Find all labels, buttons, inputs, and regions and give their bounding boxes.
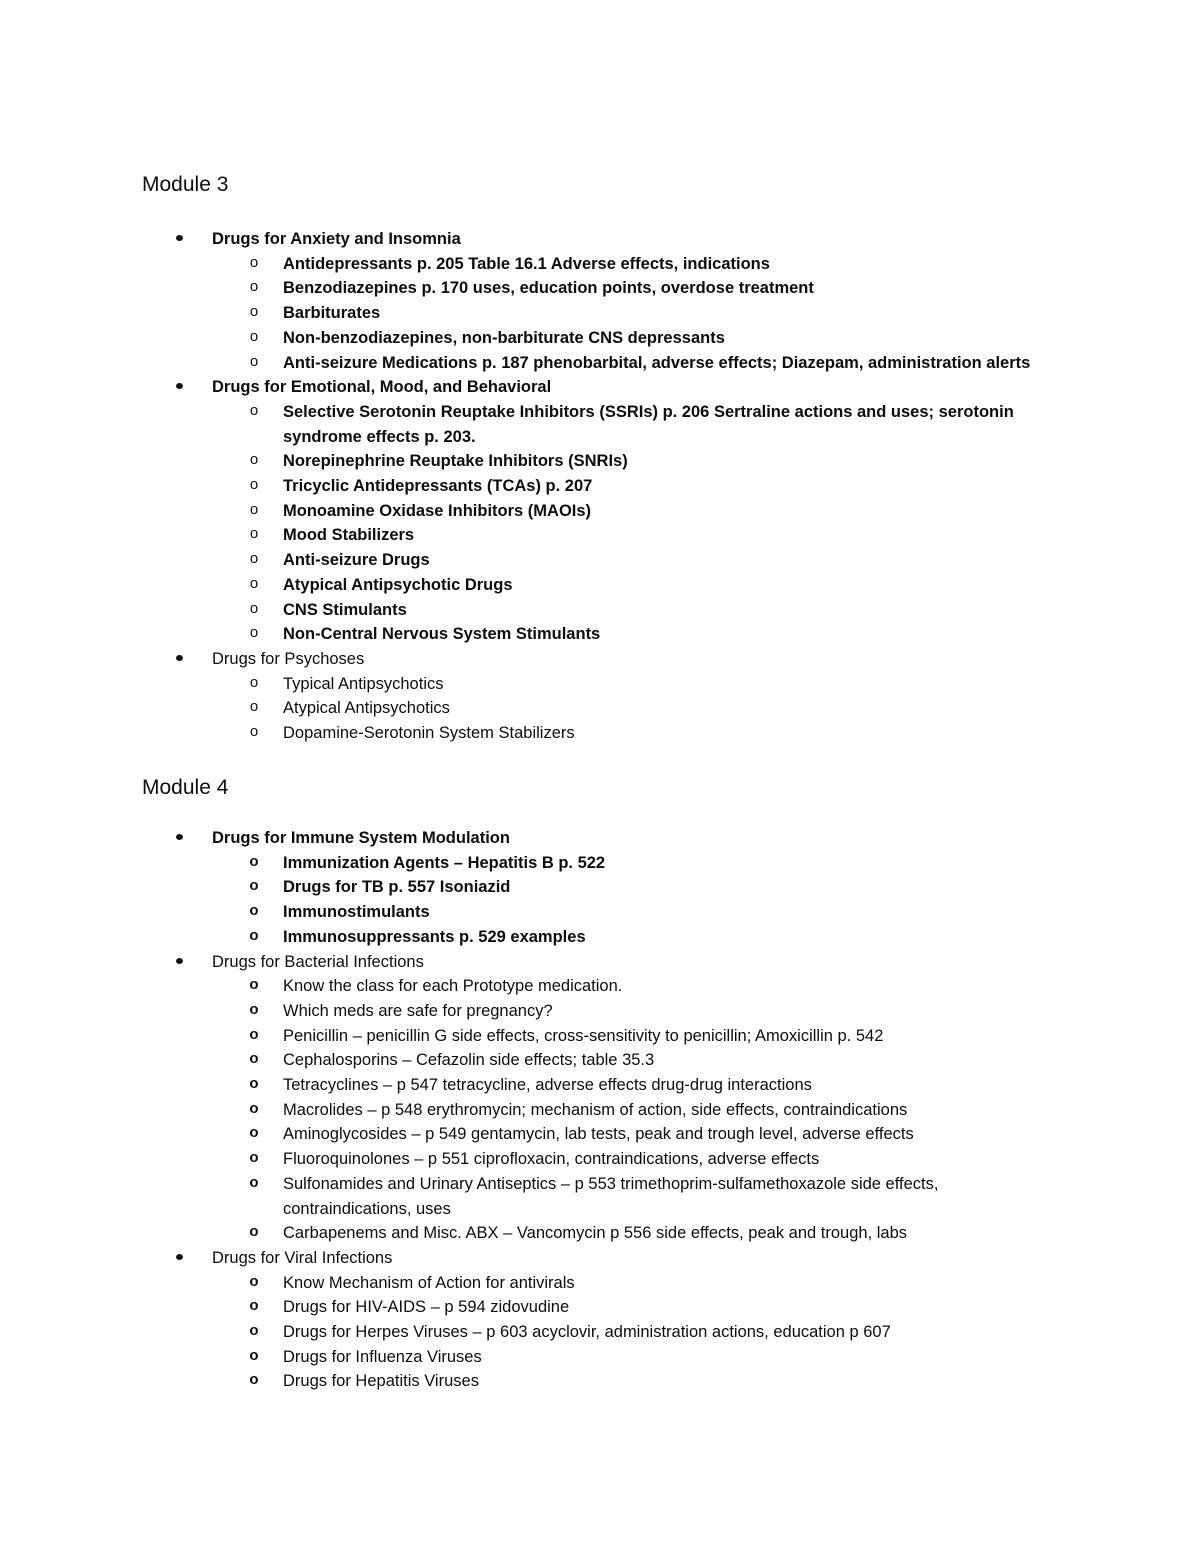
topic-list-item xyxy=(0,1246,1200,1394)
hollow-bullet-icon: o xyxy=(249,278,259,296)
subtopic-list-item xyxy=(0,1073,1200,1098)
subtopic-list-item xyxy=(0,276,1200,301)
topic-heading: Drugs for Viral Infections xyxy=(212,1248,393,1267)
filled-bullet-icon xyxy=(176,958,183,964)
subtopic-text: Tricyclic Antidepressants (TCAs) p. 207 xyxy=(283,477,593,495)
filled-bullet-icon xyxy=(176,1254,183,1260)
hollow-bullet-icon: o xyxy=(249,624,259,642)
subtopic-list-item xyxy=(0,1122,1200,1147)
subtopic-list xyxy=(0,974,1200,1246)
subtopic-list-item xyxy=(0,1369,1200,1394)
subtopic-text: Barbiturates xyxy=(283,304,381,323)
topic-list-item xyxy=(0,227,1200,375)
topic-heading: Drugs for Psychoses xyxy=(212,649,365,668)
subtopic-text: Which meds are safe for pregnancy? xyxy=(283,1001,553,1020)
hollow-bullet-icon: o xyxy=(249,723,259,741)
subtopic-list-item xyxy=(0,252,1200,277)
topic-list-item xyxy=(0,950,1200,1246)
subtopic-list-item xyxy=(0,622,1200,647)
hollow-bullet-icon: o xyxy=(249,1173,259,1191)
topic-list-item xyxy=(0,647,1200,746)
subtopic-list-item xyxy=(0,548,1200,573)
subtopic-text: Macrolides – p 548 erythromycin; mechanism of action, side effects, contraindications xyxy=(283,1100,908,1119)
hollow-bullet-icon: o xyxy=(249,673,259,691)
module-title: Module 3 xyxy=(142,173,229,196)
subtopic-text: Atypical Antipsychotic Drugs xyxy=(283,575,513,594)
module-3-topic-list xyxy=(0,227,1200,746)
hollow-bullet-icon: o xyxy=(249,1124,259,1142)
subtopic-list-item xyxy=(0,523,1200,548)
subtopic-text: Anti-seizure Drugs xyxy=(283,551,430,570)
subtopic-text: Immunostimulants xyxy=(283,903,430,922)
topic-heading: Drugs for Emotional, Mood, and Behavioral xyxy=(212,378,552,397)
subtopic-text: Antidepressants p. 205 Table 16.1 Adverse effects, indications xyxy=(283,254,770,273)
hollow-bullet-icon: o xyxy=(249,476,259,493)
subtopic-text: Drugs for Hepatitis Viruses xyxy=(283,1372,479,1391)
hollow-bullet-icon: o xyxy=(249,698,259,716)
subtopic-list-item xyxy=(0,351,1200,376)
subtopic-list-item xyxy=(0,1295,1200,1320)
hollow-bullet-icon: o xyxy=(249,1050,259,1068)
subtopic-text: CNS Stimulants xyxy=(283,600,407,619)
subtopic-text: Drugs for HIV-AIDS – p 594 zidovudine xyxy=(283,1298,570,1317)
subtopic-list-item xyxy=(0,499,1200,524)
filled-bullet-icon xyxy=(176,655,183,661)
subtopic-list-item xyxy=(0,721,1200,746)
module-title: Module 4 xyxy=(142,776,229,799)
topic-row xyxy=(0,227,1200,252)
subtopic-text: Selective Serotonin Reuptake Inhibitors (SSRIs) p. 206 Sertraline actions and uses; serotonin syndrome effects p. 203. xyxy=(283,402,1014,446)
hollow-bullet-icon: o xyxy=(249,1075,259,1092)
subtopic-list-item xyxy=(0,875,1200,900)
subtopic-list xyxy=(0,252,1200,376)
subtopic-text: Penicillin – penicillin G side effects, cross-sensitivity to penicillin; Amoxicillin p. 542 xyxy=(283,1026,884,1045)
subtopic-list-item xyxy=(0,672,1200,697)
subtopic-text: Drugs for Influenza Viruses xyxy=(283,1347,482,1366)
subtopic-list-item xyxy=(0,1271,1200,1296)
subtopic-list xyxy=(0,400,1200,647)
hollow-bullet-icon: o xyxy=(249,599,259,617)
subtopic-list xyxy=(0,1271,1200,1395)
hollow-bullet-icon: o xyxy=(249,303,259,321)
subtopic-text: Carbapenems and Misc. ABX – Vancomycin p 556 side effects, peak and trough, labs xyxy=(283,1224,908,1243)
topic-heading: Drugs for Immune System Modulation xyxy=(212,829,510,847)
topic-heading: Drugs for Anxiety and Insomnia xyxy=(212,230,461,248)
subtopic-text: Know Mechanism of Action for antivirals xyxy=(283,1273,575,1292)
hollow-bullet-icon: o xyxy=(249,1025,259,1043)
filled-bullet-icon xyxy=(176,834,183,840)
subtopic-list-item xyxy=(0,400,1200,449)
hollow-bullet-icon: o xyxy=(249,1223,259,1241)
subtopic-list-item xyxy=(0,974,1200,999)
hollow-bullet-icon: o xyxy=(249,852,259,870)
subtopic-text: Typical Antipsychotics xyxy=(283,674,444,693)
subtopic-list-item xyxy=(0,696,1200,721)
subtopic-list-item xyxy=(0,999,1200,1024)
subtopic-text: Norepinephrine Reuptake Inhibitors (SNRIs) xyxy=(283,452,628,471)
subtopic-text: Non-benzodiazepines, non-barbiturate CNS depressants xyxy=(283,328,725,347)
topic-row xyxy=(0,375,1200,400)
subtopic-list-item xyxy=(0,900,1200,925)
topic-heading: Drugs for Bacterial Infections xyxy=(212,952,424,971)
hollow-bullet-icon: o xyxy=(249,500,259,518)
hollow-bullet-icon: o xyxy=(249,1322,259,1340)
hollow-bullet-icon: o xyxy=(249,253,259,271)
subtopic-text: Non-Central Nervous System Stimulants xyxy=(283,625,601,644)
subtopic-text: Dopamine-Serotonin System Stabilizers xyxy=(283,724,575,743)
subtopic-text: Anti-seizure Medications p. 187 phenobarbital, adverse effects; Diazepam, administration alerts xyxy=(283,353,1031,372)
subtopic-list-item xyxy=(0,449,1200,474)
subtopic-text: Cephalosporins – Cefazolin side effects; table 35.3 xyxy=(283,1051,655,1070)
subtopic-list-item xyxy=(0,1221,1200,1246)
subtopic-list xyxy=(0,851,1200,950)
subtopic-list-item xyxy=(0,598,1200,623)
subtopic-list-item xyxy=(0,1147,1200,1172)
subtopic-list-item xyxy=(0,1024,1200,1049)
subtopic-list-item xyxy=(0,474,1200,499)
hollow-bullet-icon: o xyxy=(249,327,259,345)
subtopic-list-item xyxy=(0,1320,1200,1345)
subtopic-text: Immunization Agents – Hepatitis B p. 522 xyxy=(283,853,606,872)
subtopic-list-item xyxy=(0,851,1200,876)
hollow-bullet-icon: o xyxy=(249,1297,259,1315)
hollow-bullet-icon: o xyxy=(249,352,259,370)
hollow-bullet-icon: o xyxy=(249,877,259,895)
subtopic-list-item xyxy=(0,573,1200,598)
hollow-bullet-icon: o xyxy=(249,1272,259,1290)
subtopic-list-item xyxy=(0,301,1200,326)
hollow-bullet-icon: o xyxy=(249,451,259,469)
topic-row xyxy=(0,647,1200,672)
subtopic-text: Drugs for TB p. 557 Isoniazid xyxy=(283,878,511,897)
subtopic-text: Aminoglycosides – p 549 gentamycin, lab tests, peak and trough level, adverse effects xyxy=(283,1125,914,1144)
filled-bullet-icon xyxy=(176,383,183,389)
subtopic-list-item xyxy=(0,326,1200,351)
subtopic-list xyxy=(0,672,1200,746)
subtopic-list-item xyxy=(0,1172,1200,1221)
subtopic-list-item xyxy=(0,1345,1200,1370)
subtopic-text: Drugs for Herpes Viruses – p 603 acyclovir, administration actions, education p 607 xyxy=(283,1323,891,1342)
subtopic-list-item xyxy=(0,1048,1200,1073)
module-4-topic-list xyxy=(0,826,1200,1394)
subtopic-text: Immunosuppressants p. 529 examples xyxy=(283,927,586,946)
subtopic-text: Benzodiazepines p. 170 uses, education points, overdose treatment xyxy=(283,279,814,298)
hollow-bullet-icon: o xyxy=(249,574,259,592)
filled-bullet-icon xyxy=(176,235,183,241)
topic-row xyxy=(0,950,1200,975)
subtopic-text: Fluoroquinolones – p 551 ciprofloxacin, contraindications, adverse effects xyxy=(283,1150,820,1169)
subtopic-list-item xyxy=(0,925,1200,950)
hollow-bullet-icon: o xyxy=(249,550,259,568)
hollow-bullet-icon: o xyxy=(249,1099,259,1117)
subtopic-text: Mood Stabilizers xyxy=(283,526,415,545)
topic-row xyxy=(0,1246,1200,1271)
hollow-bullet-icon: o xyxy=(249,1000,259,1018)
hollow-bullet-icon: o xyxy=(249,976,259,994)
topic-list-item xyxy=(0,375,1200,647)
subtopic-text: Know the class for each Prototype medication. xyxy=(283,977,623,996)
hollow-bullet-icon: o xyxy=(249,926,259,944)
hollow-bullet-icon: o xyxy=(249,525,259,543)
hollow-bullet-icon: o xyxy=(249,1371,259,1389)
subtopic-text: Sulfonamides and Urinary Antiseptics – p 553 trimethoprim-sulfamethoxazole side effects, contraindications, uses xyxy=(283,1174,939,1218)
subtopic-text: Tetracyclines – p 547 tetracycline, adverse effects drug-drug interactions xyxy=(283,1076,812,1094)
subtopic-list-item xyxy=(0,1098,1200,1123)
hollow-bullet-icon: o xyxy=(249,1346,259,1364)
hollow-bullet-icon: o xyxy=(249,1149,259,1167)
subtopic-text: Atypical Antipsychotics xyxy=(283,699,450,718)
topic-row xyxy=(0,826,1200,851)
hollow-bullet-icon: o xyxy=(249,902,259,920)
hollow-bullet-icon: o xyxy=(249,401,259,419)
subtopic-text: Monoamine Oxidase Inhibitors (MAOIs) xyxy=(283,501,592,520)
topic-list-item xyxy=(0,826,1200,950)
